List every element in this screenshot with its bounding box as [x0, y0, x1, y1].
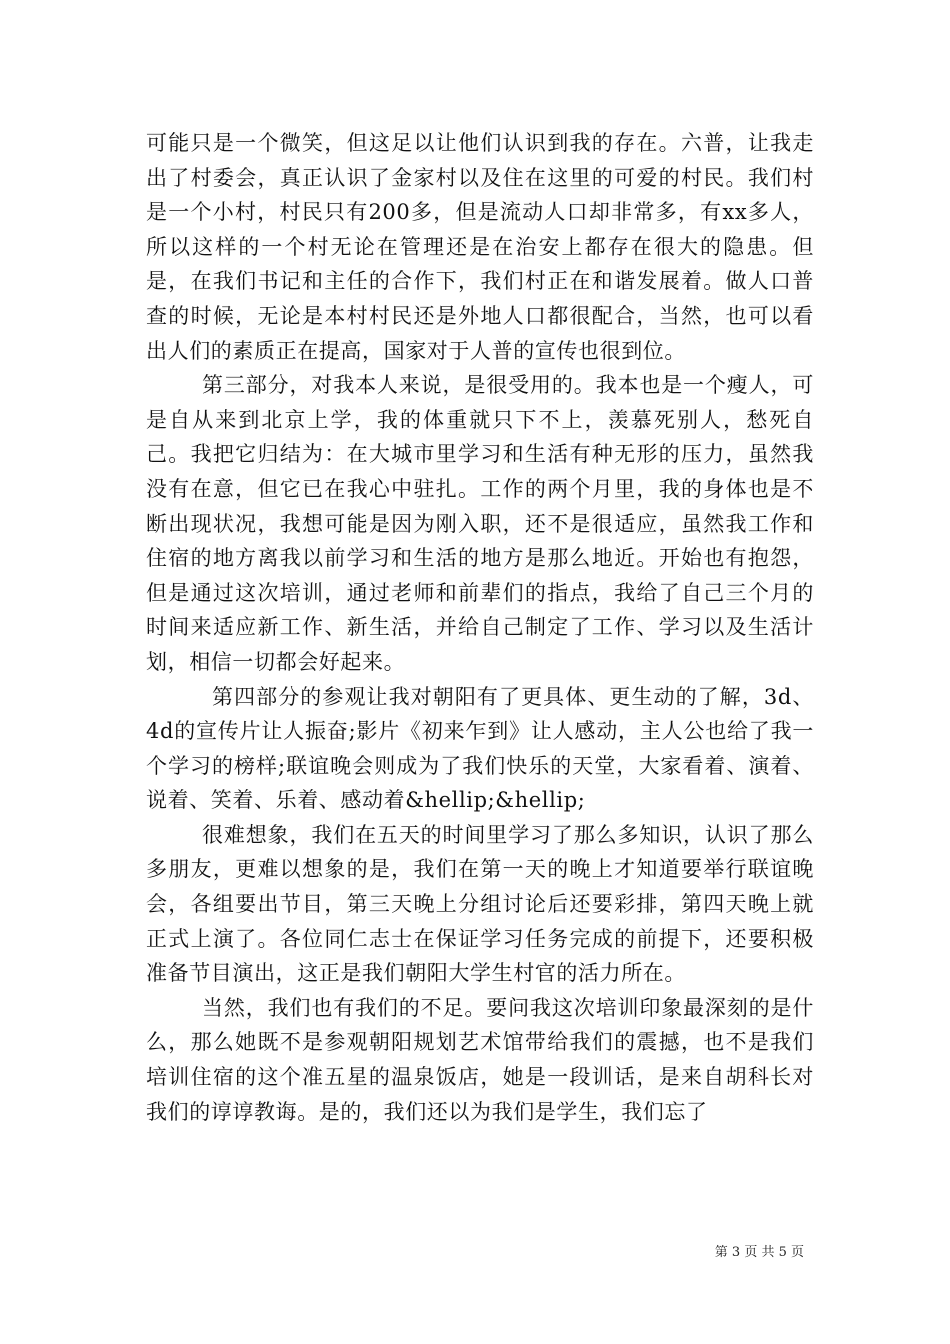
- paragraph-1: 可能只是一个微笑，但这足以让他们认识到我的存在。六普，让我走出了村委会，真正认识了金家村以及住在这里的可爱的村民。我们村是一个小村，村民只有200多，但是流动人口却非常多，有xx多人，所以这样的一个村无论在管理还是在治安上都存在很大的隐患。但是，在我们书记和主任的合作下，我们村正在和谐发展着。做人口普查的时候，无论是本村村民还是外地人口都很配合，当然，也可以看出人们的素质正在提高，国家对于人普的宣传也很到位。: [146, 131, 814, 363]
- page-number-footer: 第 3 页 共 5 页: [714, 1245, 804, 1260]
- document-body: [146, 126, 814, 1129]
- paragraph-5: 当然，我们也有我们的不足。要问我这次培训印象最深刻的是什么，那么她既不是参观朝阳规划艺术馆带给我们的震撼，也不是我们培训住宿的这个准五星的温泉饭店，她是一段训话，是来自胡科长对我们的谆谆教诲。是的，我们还以为我们是学生，我们忘了: [146, 995, 814, 1124]
- paragraph-4: 很难想象，我们在五天的时间里学习了那么多知识，认识了那么多朋友，更难以想象的是，我们在第一天的晚上才知道要举行联谊晚会，各组要出节目，第三天晚上分组讨论后还要彩排，第四天晚上就正式上演了。各位同仁志士在保证学习任务完成的前提下，还要积极准备节目演出，这正是我们朝阳大学生村官的活力所在。: [146, 822, 814, 986]
- paragraph-3: 第四部分的参观让我对朝阳有了更具体、更生动的了解，3d、4d的宣传片让人振奋;影片《初来乍到》让人感动，主人公也给了我一个学习的榜样;联谊晚会则成为了我们快乐的天堂，大家看着、演着、说着、笑着、乐着、感动着&hellip;&hellip;: [146, 684, 814, 813]
- paragraph-2: 第三部分，对我本人来说，是很受用的。我本也是一个瘦人，可是自从来到北京上学，我的体重就只下不上，羡慕死别人，愁死自己。我把它归结为：在大城市里学习和生活有种无形的压力，虽然我没有在意，但它已在我心中驻扎。工作的两个月里，我的身体也是不断出现状况，我想可能是因为刚入职，还不是很适应，虽然我工作和住宿的地方离我以前学习和生活的地方是那么地近。开始也有抱怨，但是通过这次培训，通过老师和前辈们的指点，我给了自己三个月的时间来适应新工作、新生活，并给自己制定了工作、学习以及生活计划，相信一切都会好起来。: [146, 373, 814, 674]
